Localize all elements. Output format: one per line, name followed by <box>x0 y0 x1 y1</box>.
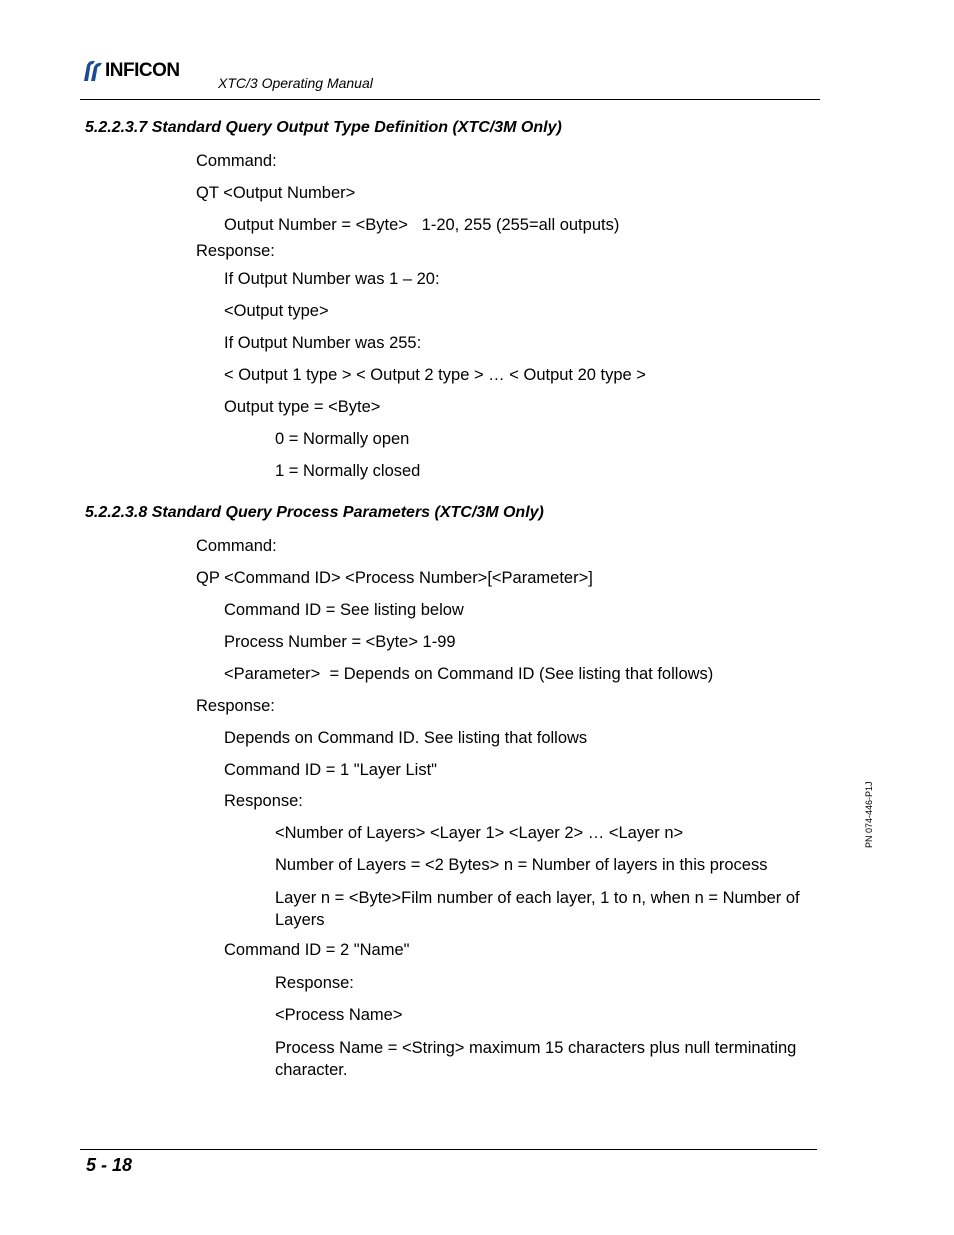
response-condition: If Output Number was 1 – 20: <box>224 270 440 288</box>
response-field-definition: Number of Layers = <2 Bytes> n = Number of layers in this process <box>275 856 768 874</box>
type-definition: Output type = <Byte> <box>224 398 381 416</box>
type-option: 1 = Normally closed <box>275 462 421 480</box>
response-condition: If Output Number was 255: <box>224 334 422 352</box>
command-id-entry: Command ID = 2 "Name" <box>224 941 410 959</box>
header-rule <box>80 99 820 100</box>
command-syntax: QP <Command ID> <Process Number>[<Parameter>] <box>196 569 593 587</box>
response-value: < Output 1 type > < Output 2 type > … < Output 20 type > <box>224 366 646 384</box>
response-field-definition: Process Name = <String> maximum 15 characters plus null terminating character. <box>275 1039 797 1079</box>
type-option: 0 = Normally open <box>275 430 410 448</box>
manual-title: XTC/3 Operating Manual <box>218 75 373 91</box>
command-id-entry: Command ID = 1 "Layer List" <box>224 761 438 779</box>
section-heading-output-type: 5.2.2.3.7 Standard Query Output Type Definition (XTC/3M Only) <box>85 119 562 136</box>
response-label: Response: <box>196 242 275 260</box>
response-format: <Process Name> <box>275 1006 403 1024</box>
page-number: 5 - 18 <box>86 1155 133 1175</box>
command-syntax: QT <Output Number> <box>196 184 356 202</box>
param-definition: <Parameter> = Depends on Command ID (See listing that follows) <box>224 665 714 683</box>
inficon-logo-icon <box>82 59 104 83</box>
response-field-definition: Layer n = <Byte>Film number of each layer, 1 to n, when n = Number of Layers <box>275 889 800 929</box>
section-heading-process-parameters: 5.2.2.3.8 Standard Query Process Parameters (XTC/3M Only) <box>85 504 544 521</box>
response-value: <Output type> <box>224 302 329 320</box>
footer-rule <box>80 1149 817 1150</box>
param-definition: Process Number = <Byte> 1-99 <box>224 633 456 651</box>
logo-text: INFICON <box>105 60 180 81</box>
response-description: Depends on Command ID. See listing that follows <box>224 729 588 747</box>
response-format: <Number of Layers> <Layer 1> <Layer 2> … <Layer n> <box>275 824 684 842</box>
response-label: Response: <box>275 974 354 992</box>
part-number: PN 074-446-P1J <box>864 781 874 848</box>
response-label: Response: <box>224 792 303 810</box>
command-label: Command: <box>196 152 277 170</box>
inficon-logo <box>82 59 180 83</box>
command-label: Command: <box>196 537 277 555</box>
param-definition: Output Number = <Byte> 1-20, 255 (255=all outputs) <box>224 216 620 234</box>
response-label: Response: <box>196 697 275 715</box>
param-definition: Command ID = See listing below <box>224 601 464 619</box>
